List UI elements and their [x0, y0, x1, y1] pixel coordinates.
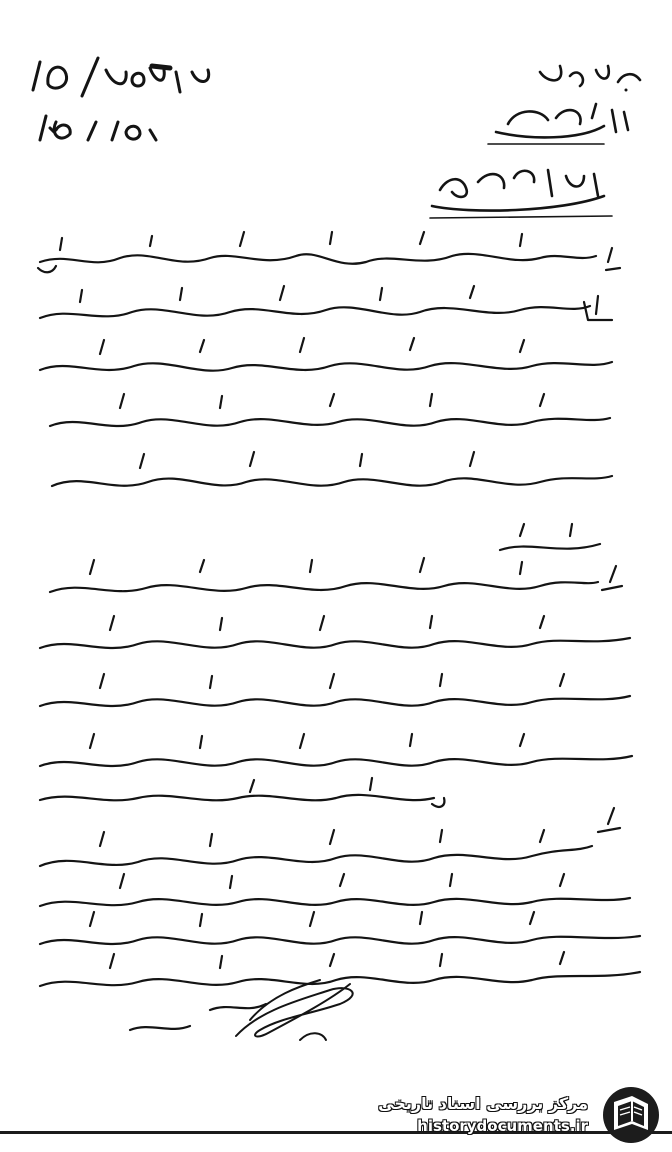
document-archive-logo-icon: [598, 1084, 664, 1146]
archive-org-name: مرکز بررسی اسناد تاریخی: [378, 1094, 588, 1113]
archive-website[interactable]: historydocuments.ir: [417, 1117, 588, 1135]
header-left-date: [40, 116, 156, 140]
header-right-ref: [540, 66, 640, 92]
header-right-to: [430, 170, 612, 218]
header-left-number: [33, 58, 209, 96]
signature: [236, 980, 353, 1040]
paragraph-2: [40, 558, 632, 807]
paragraph-3: [40, 808, 640, 1030]
header-right-from: [488, 104, 628, 144]
paragraph-1: [38, 232, 620, 550]
